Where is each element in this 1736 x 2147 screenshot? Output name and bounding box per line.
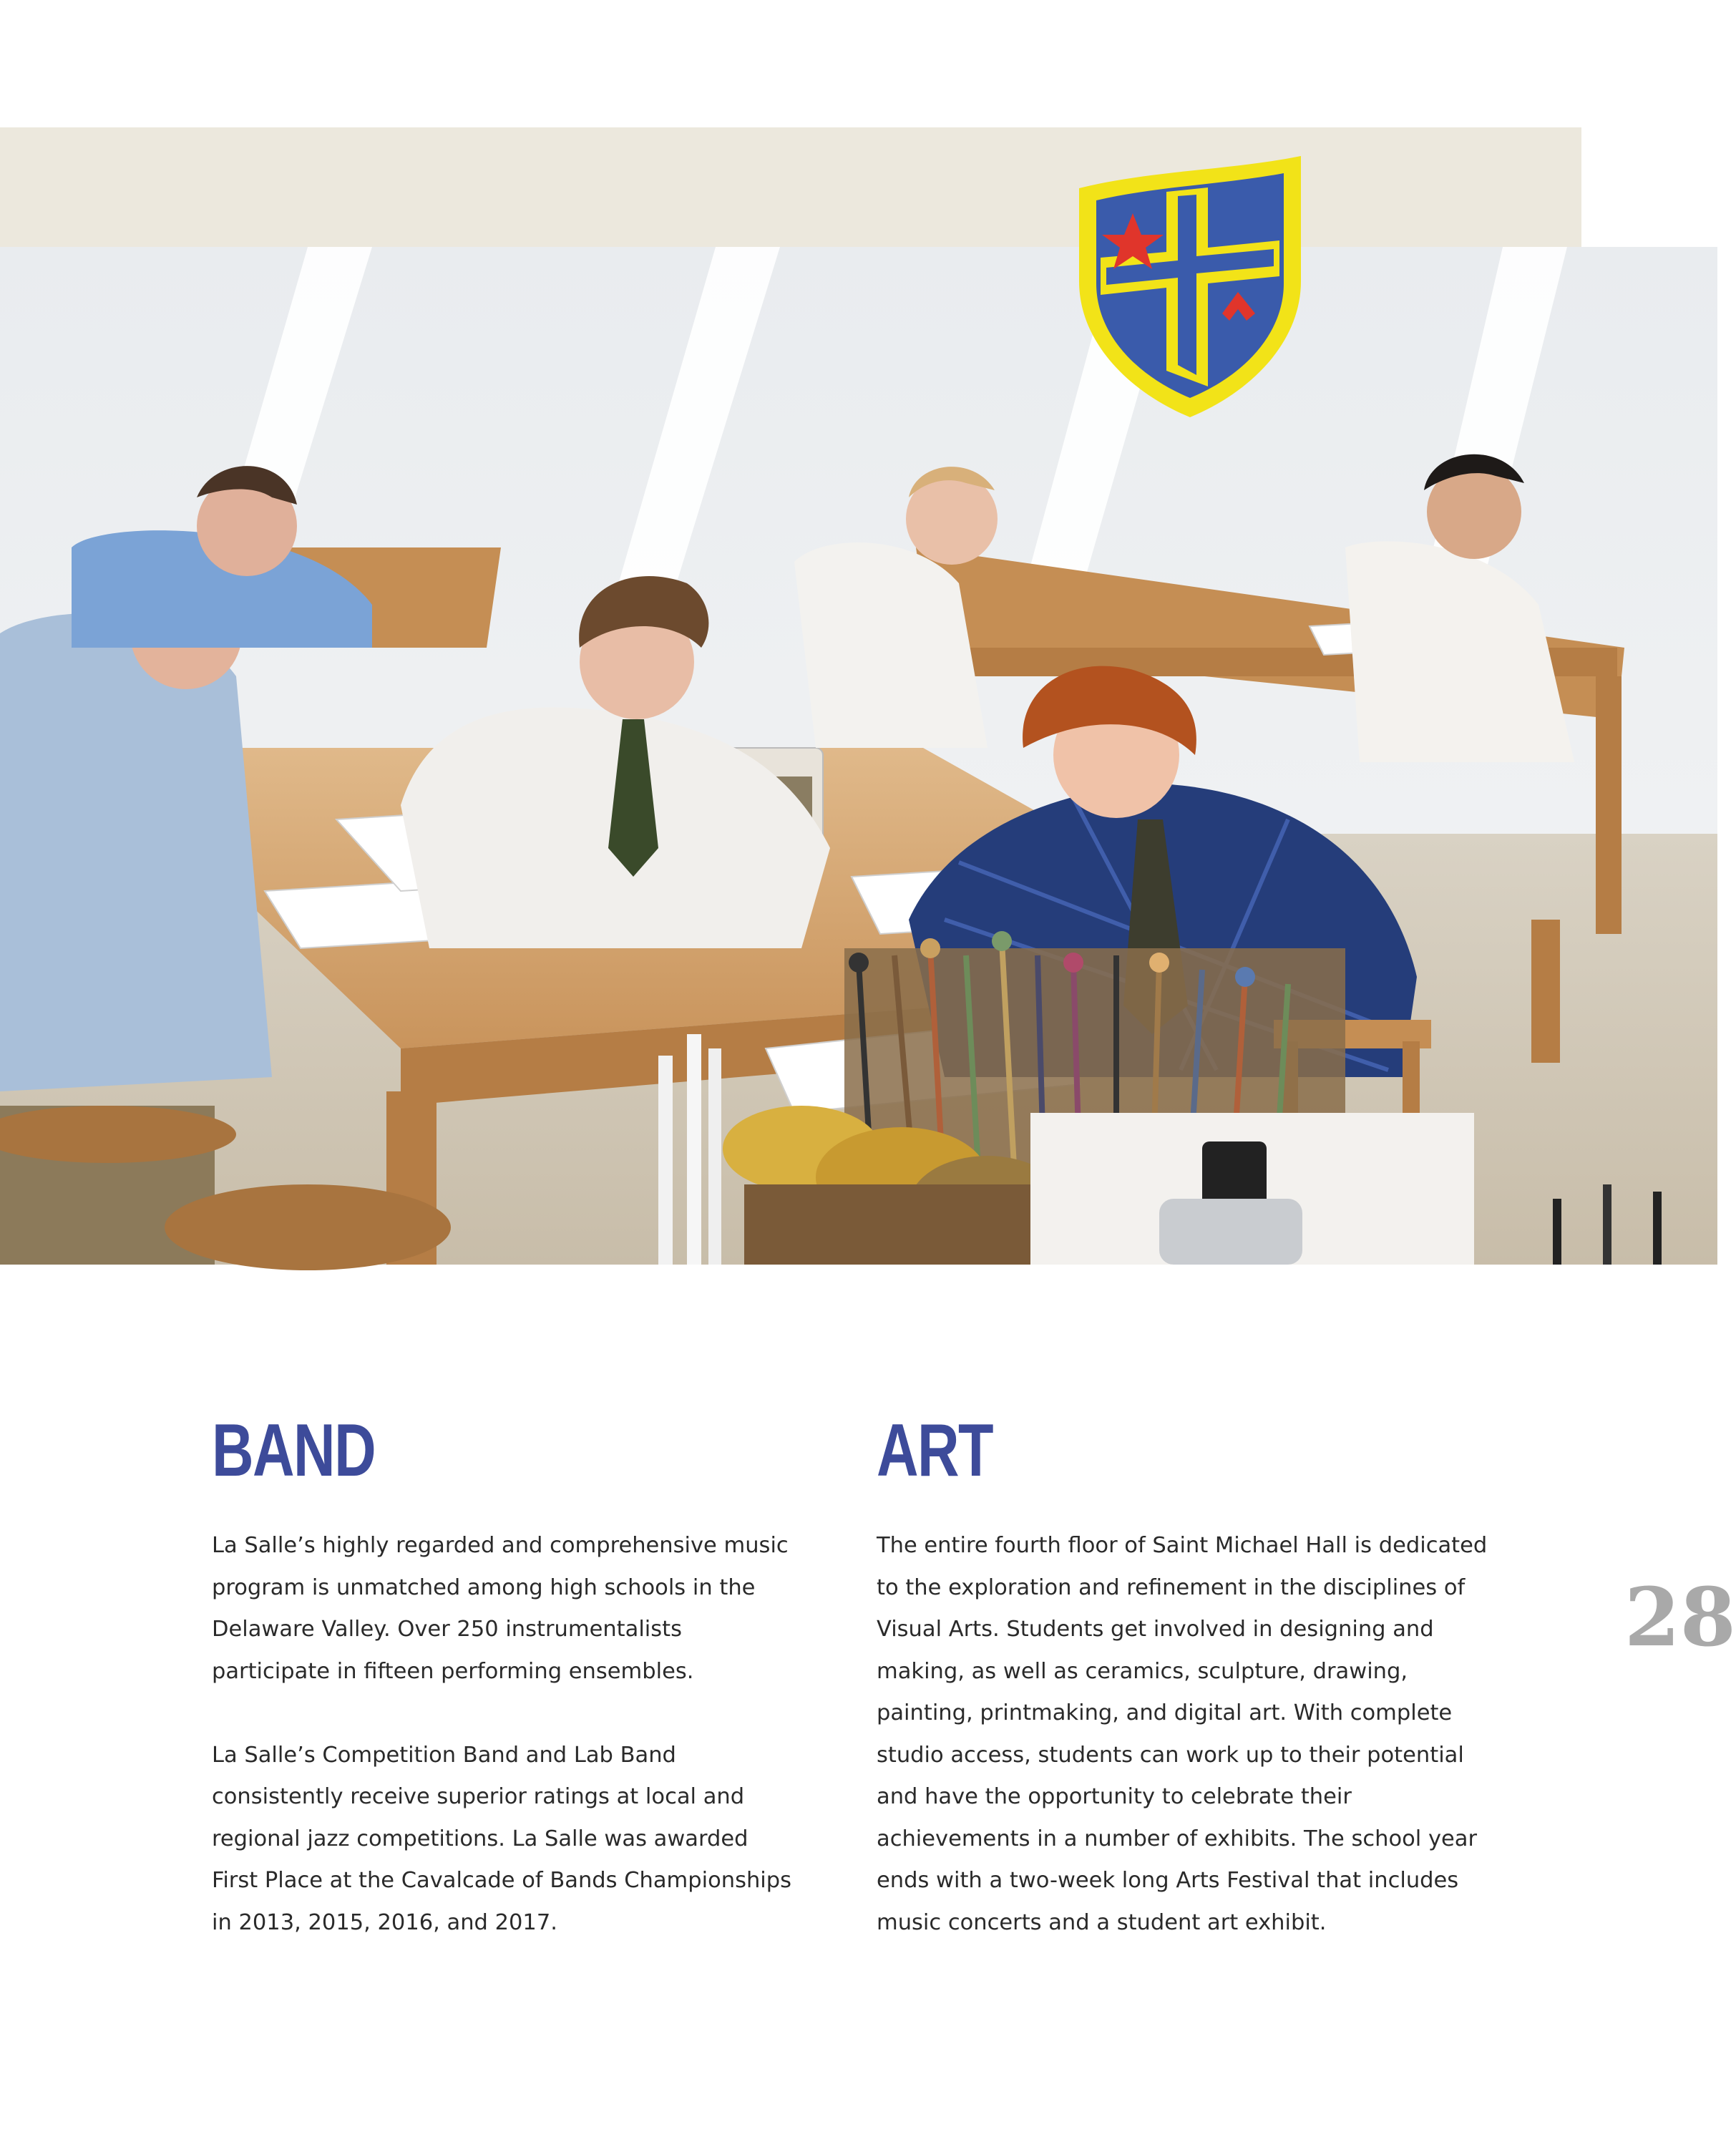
beige-header-band [0,127,1581,248]
band-paragraph-1: La Salle’s highly regarded and comprehensive music program is unmatched among high schools in the Delaware Valley. Over 250 instrumentalists participate in fifteen performing ensembles. [212,1533,789,1684]
band-section [212,1409,799,1944]
school-crest-icon [1072,156,1308,417]
band-paragraph-2: La Salle’s Competition Band and Lab Band consistently receive superior ratings at local and regional jazz competitions. La Salle was awarded First Place at the Cavalcade of Bands Championships in 2013, 2015, 2016, and 2017. [212,1742,792,1935]
art-paragraph-1: The entire fourth floor of Saint Michael Hall is dedicated to the exploration and refinement in the disciplines of Visual Arts. Students get involved in designing and making, as well as ceramics, sculpture, drawing, painting, printmaking, and digital art. With complete studio access, students can work up to their potential and have the opportunity to celebrate their achievements in a number of exhibits. The school year ends with a two-week long Arts Festival that includes music concerts and a student art exhibit. [877,1533,1488,1935]
page-number: 28 [1624,1571,1736,1665]
band-heading: BAND [212,1409,376,1492]
art-section [877,1409,1506,1944]
art-heading: ART [877,1409,993,1492]
art-studio-photo [0,247,1717,1265]
